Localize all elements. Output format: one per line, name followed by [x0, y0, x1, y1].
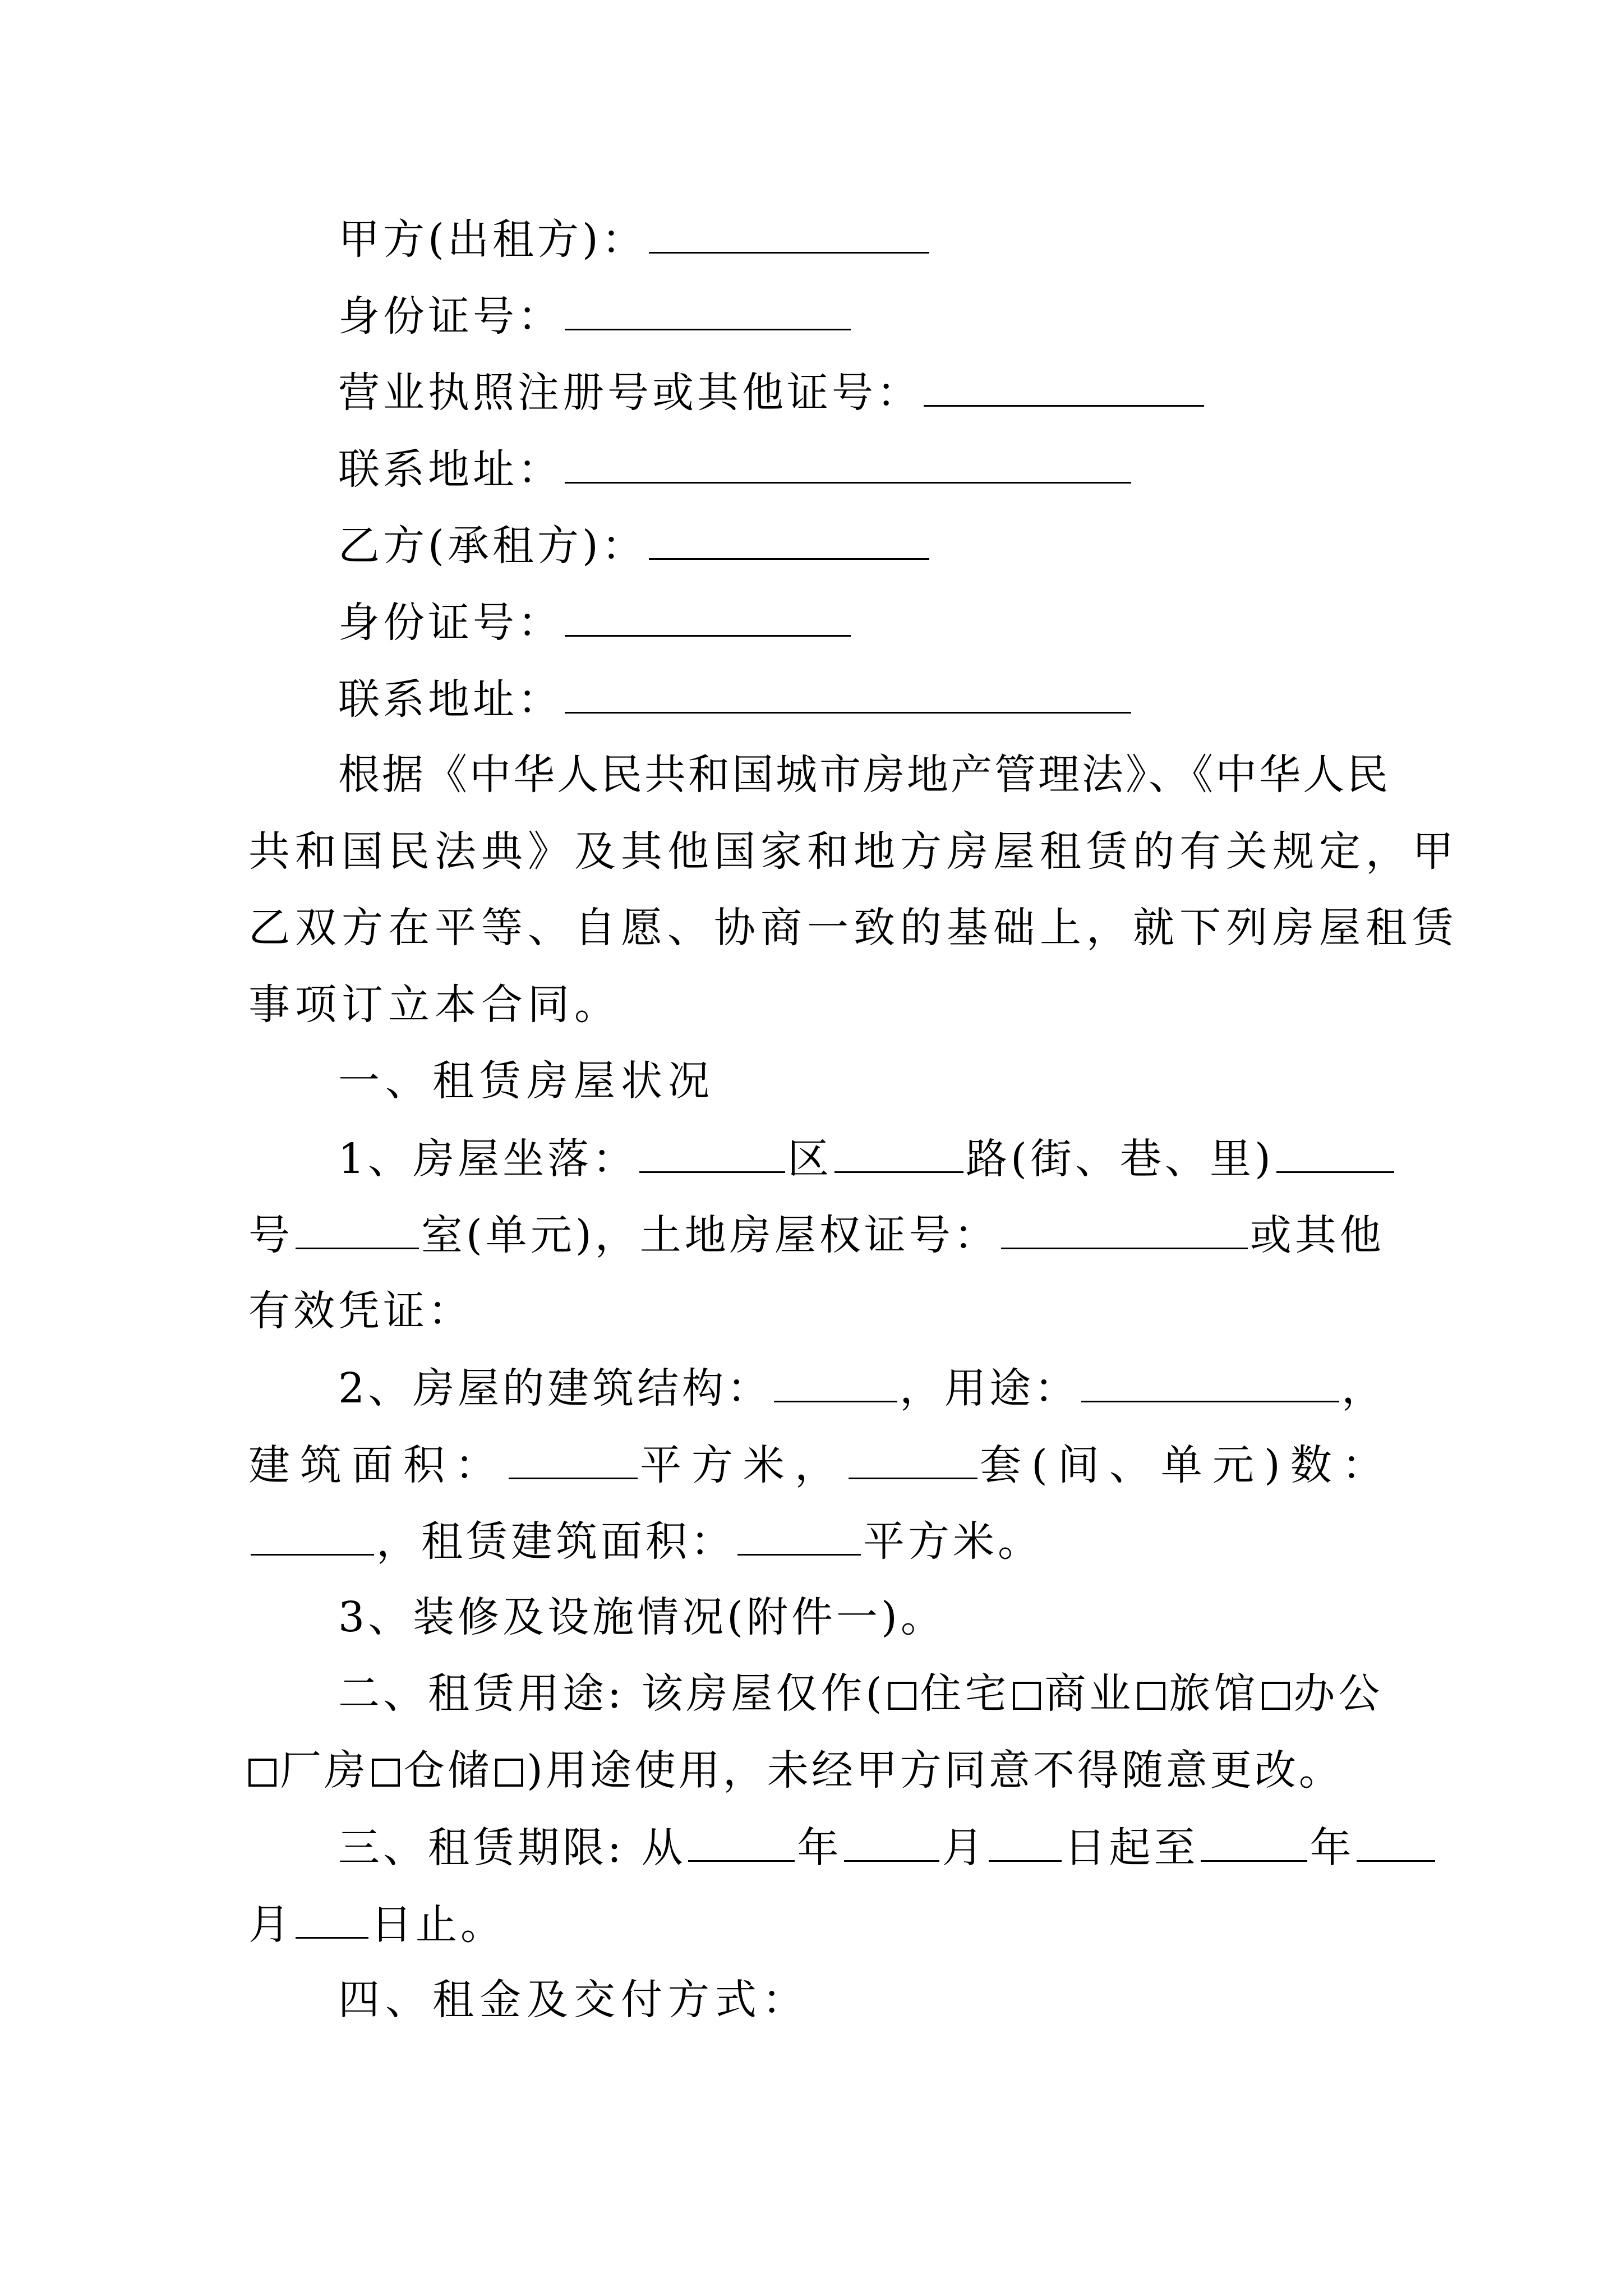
section2-end: )用途使用，未经甲方同意不得随意更改。	[527, 1746, 1343, 1795]
party-b-blank[interactable]	[649, 517, 929, 560]
section1-item2-line2	[248, 1436, 1394, 1493]
checkbox-hotel[interactable]	[1137, 1682, 1165, 1710]
other-label: 或其他	[1249, 1211, 1385, 1259]
option-hotel: 旅馆	[1169, 1669, 1259, 1718]
structure-label: 2、房屋的建筑结构：	[338, 1364, 772, 1412]
year-label: 年	[797, 1824, 842, 1872]
day-end-label: 日止。	[371, 1901, 505, 1949]
end-month-blank-a[interactable]	[1357, 1819, 1435, 1862]
party-a-id-line	[338, 287, 853, 344]
sqm-end-label: 平方米。	[863, 1517, 1043, 1566]
preamble-line-2: 共和国民法典》及其他国家和地方房屋租赁的有关规定，甲	[248, 827, 1459, 876]
party-a-label: 甲方(出租方)：	[338, 215, 647, 264]
party-a-line	[338, 210, 932, 268]
party-b-id-label: 身份证号：	[338, 599, 562, 647]
section1-item1-line3: 有效凭证：	[248, 1287, 473, 1335]
preamble-line-3: 乙双方在平等、自愿、协商一致的基础上，就下列房屋租赁	[248, 904, 1459, 952]
section2-line1	[338, 1665, 1383, 1722]
sets-label: 套(间、单元)数：	[980, 1441, 1394, 1489]
section3-line2	[248, 1895, 505, 1953]
end-day-blank[interactable]	[296, 1895, 368, 1939]
road-blank[interactable]	[834, 1130, 963, 1173]
sets-blank[interactable]	[849, 1436, 978, 1479]
area-blank[interactable]	[509, 1436, 638, 1479]
section1-item2-line3	[248, 1512, 1043, 1570]
party-a-address-blank[interactable]	[565, 440, 1131, 484]
lease-area-label: ，租赁建筑面积：	[376, 1517, 735, 1566]
certificate-blank[interactable]	[1001, 1206, 1248, 1249]
party-a-license-line	[338, 364, 1206, 421]
number-label: 号	[248, 1211, 293, 1259]
sqm-label: 平方米，	[640, 1441, 846, 1489]
section2-line2	[248, 1742, 1343, 1798]
usage-comma: ，	[1341, 1364, 1387, 1412]
section1-item1-line2	[248, 1206, 1385, 1263]
preamble-line-4: 事项订立本合同。	[248, 981, 621, 1029]
party-a-address-label: 联系地址：	[338, 445, 562, 494]
checkbox-storage[interactable]	[372, 1759, 400, 1787]
section4-heading: 四、租金及交付方式：	[338, 1976, 809, 2024]
section1-item1-line1	[338, 1130, 1396, 1187]
option-storage: 仓储	[403, 1746, 492, 1795]
road-label: 路(街、巷、里)	[966, 1135, 1274, 1183]
district-label: 区	[787, 1135, 833, 1183]
month-label: 月	[942, 1824, 987, 1872]
section1-item2-line1	[338, 1359, 1386, 1416]
party-b-address-blank[interactable]	[565, 670, 1131, 714]
party-a-license-blank[interactable]	[924, 364, 1204, 407]
start-month-blank[interactable]	[844, 1819, 939, 1862]
section3-line1	[338, 1819, 1437, 1876]
party-b-id-blank[interactable]	[565, 593, 851, 637]
option-office: 办公	[1293, 1669, 1384, 1718]
area-label: 建筑面积：	[248, 1441, 506, 1489]
party-a-id-label: 身份证号：	[338, 292, 562, 341]
party-a-blank[interactable]	[649, 210, 929, 254]
room-label: 室(单元)，土地房屋权证号：	[421, 1211, 999, 1259]
usage-label: ，用途：	[900, 1364, 1080, 1412]
section2-lead: 二、租赁用途:	[338, 1669, 625, 1718]
party-b-address-label: 联系地址：	[338, 675, 562, 724]
from-label: 从	[641, 1824, 686, 1872]
section3-lead: 三、租赁期限:	[338, 1824, 625, 1872]
lease-area-blank[interactable]	[737, 1512, 861, 1556]
end-year-blank[interactable]	[1201, 1819, 1307, 1862]
preamble-line-1: 根据《中华人民共和国城市房地产管理法》、《中华人民	[338, 751, 1390, 799]
checkbox-residential[interactable]	[888, 1682, 916, 1710]
district-blank[interactable]	[639, 1130, 785, 1173]
year2-label: 年	[1310, 1824, 1355, 1872]
room-blank[interactable]	[296, 1206, 419, 1249]
option-commercial: 商业	[1044, 1669, 1135, 1718]
party-a-id-blank[interactable]	[565, 287, 851, 330]
party-b-address-line	[338, 670, 1133, 728]
checkbox-factory[interactable]	[248, 1759, 276, 1787]
number-blank[interactable]	[1276, 1130, 1394, 1173]
month2-label: 月	[248, 1901, 293, 1949]
party-b-label: 乙方(承租方)：	[338, 522, 647, 570]
checkbox-office[interactable]	[1262, 1682, 1290, 1710]
party-b-id-line	[338, 593, 853, 651]
start-year-blank[interactable]	[688, 1819, 795, 1862]
option-factory: 厂房	[280, 1746, 368, 1795]
checkbox-other[interactable]	[495, 1759, 523, 1787]
structure-blank[interactable]	[774, 1359, 897, 1402]
party-a-license-label: 营业执照注册号或其他证号：	[338, 369, 921, 417]
option-residential: 住宅	[920, 1669, 1010, 1718]
sets-count-blank[interactable]	[251, 1512, 374, 1556]
usage-blank[interactable]	[1081, 1359, 1339, 1402]
section2-text: 该房屋仅作(	[641, 1669, 886, 1718]
start-day-blank[interactable]	[989, 1819, 1062, 1862]
party-b-line	[338, 517, 932, 574]
day-from-label: 日起至	[1064, 1824, 1199, 1872]
section1-item3: 3、装修及设施情况(附件一)。	[338, 1593, 946, 1641]
checkbox-commercial[interactable]	[1013, 1682, 1041, 1710]
party-a-address-line	[338, 440, 1133, 498]
location-label: 1、房屋坐落：	[338, 1135, 638, 1183]
section1-heading: 一、租赁房屋状况	[338, 1057, 715, 1105]
